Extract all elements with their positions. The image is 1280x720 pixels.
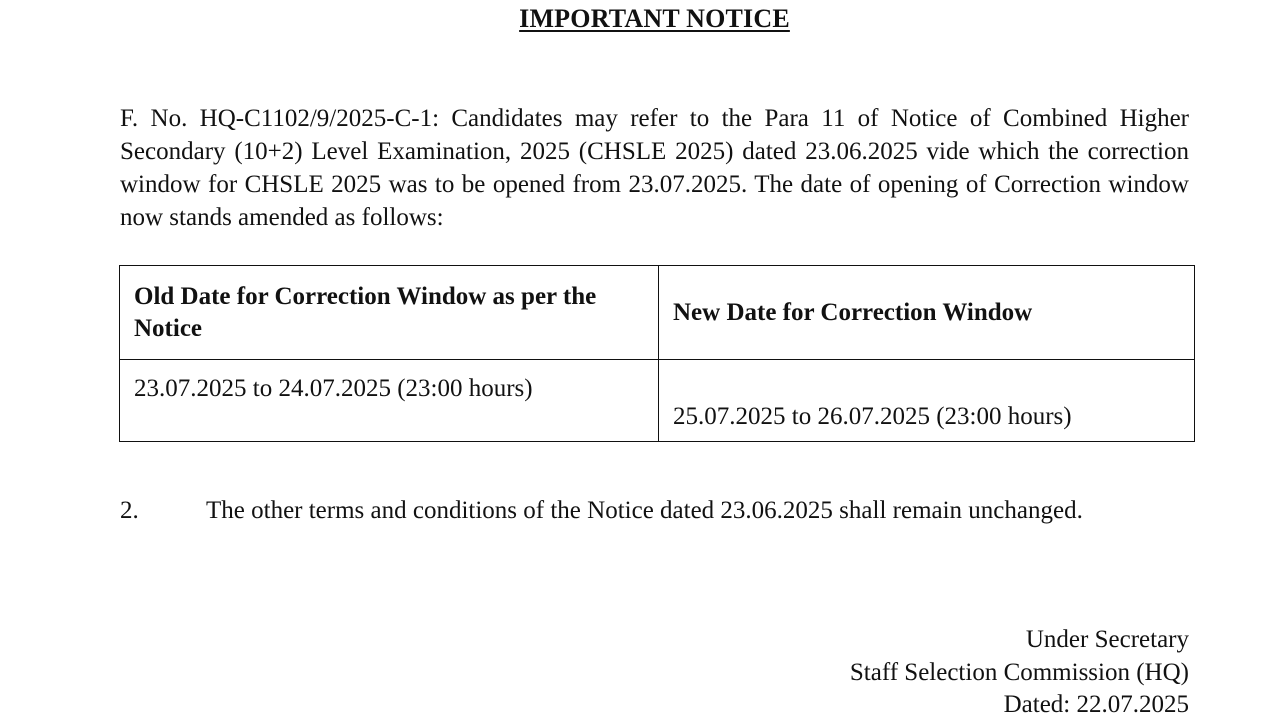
paragraph-2-text: The other terms and conditions of the Notice dated 23.06.2025 shall remain unchanged. <box>206 497 1083 524</box>
signature-date: Dated: 22.07.2025 <box>1003 691 1189 718</box>
table-row <box>120 360 1195 442</box>
new-date-cell: 25.07.2025 to 26.07.2025 (23:00 hours) <box>659 360 1195 442</box>
paragraph-number: 2. <box>120 497 139 524</box>
signatory-organization: Staff Selection Commission (HQ) <box>849 658 1189 686</box>
signature-block <box>850 624 1189 720</box>
old-date-header: Old Date for Correction Window as per the Notice <box>120 266 659 360</box>
table-header-row <box>120 266 1195 360</box>
signatory-designation: Under Secretary <box>1025 626 1189 653</box>
notice-paragraph-1: F. No. HQ-C1102/9/2025-C-1: Candidates may refer to the Para 11 of Notice of Combined Higher Secondary (10+2) Level Examination, 2025 (CHSLE 2025) dated 23.06.2025 vide which the correction window for CHSLE 2025 was to be opened from 23.07.2025. The date of opening of Correction window now stands amended as follows: <box>120 105 1189 231</box>
notice-paragraph-2 <box>120 494 1189 527</box>
correction-window-table <box>119 265 1195 442</box>
notice-title: IMPORTANT NOTICE <box>519 4 790 33</box>
new-date-header: New Date for Correction Window <box>659 266 1195 360</box>
old-date-cell: 23.07.2025 to 24.07.2025 (23:00 hours) <box>120 360 659 442</box>
